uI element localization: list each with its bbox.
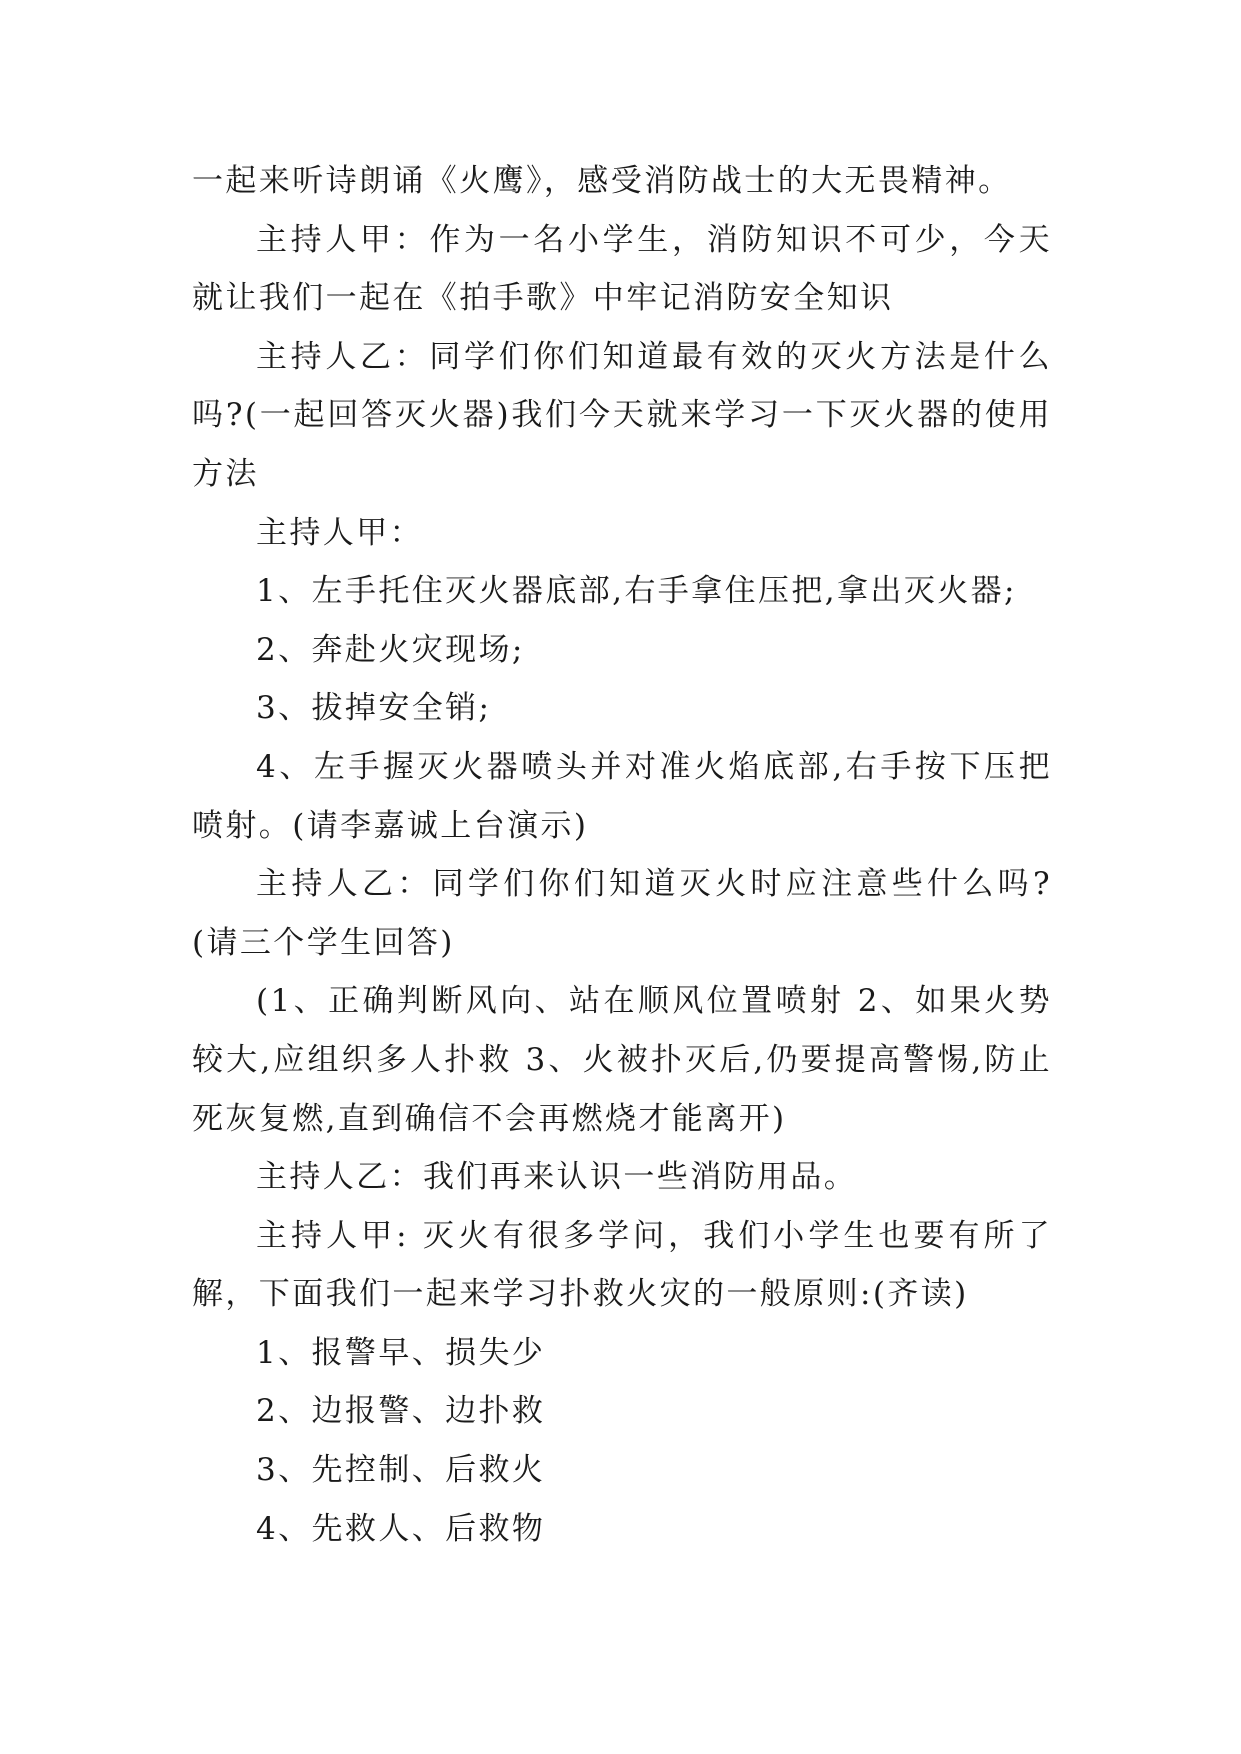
list-item: 4、左手握灭火器喷头并对准火焰底部,右手按下压把喷射。(请李嘉诚上台演示) xyxy=(192,748,1052,844)
paragraph: 主持人乙：我们再来认识一些消防用品。 xyxy=(256,1159,858,1196)
list-item: 1、左手托住灭火器底部,右手拿住压把,拿出灭火器; xyxy=(256,573,1017,610)
paragraph: 主持人乙：同学们你们知道灭火时应注意些什么吗?(请三个学生回答) xyxy=(192,866,1052,961)
paragraph: 主持人甲：作为一名小学生，消防知识不可少，今天就让我们一起在《拍手歌》中牢记消防安全知识 xyxy=(192,221,1052,317)
list-item: 3、先控制、后救火 xyxy=(256,1452,546,1489)
list-item: 2、边报警、边扑救 xyxy=(256,1393,546,1430)
paragraph: 主持人甲： xyxy=(256,514,423,551)
paragraph: 主持人乙：同学们你们知道最有效的灭火方法是什么吗?(一起回答灭火器)我们今天就来学习一下灭火器的使用方法 xyxy=(192,338,1052,492)
list-item: 3、拔掉安全销; xyxy=(256,690,492,727)
list-item: 4、先救人、后救物 xyxy=(256,1510,546,1547)
list-item: 2、奔赴火灾现场; xyxy=(256,631,525,668)
document-body xyxy=(192,152,1052,1558)
paragraph: 主持人甲: 灭火有很多学问，我们小学生也要有所了解，下面我们一起来学习扑救火灾的一般原则:(齐读) xyxy=(192,1217,1052,1313)
list-item: 1、报警早、损失少 xyxy=(256,1334,546,1371)
paragraph: (1、正确判断风向、站在顺风位置喷射 2、如果火势较大,应组织多人扑救 3、火被扑灭后,仍要提高警惕,防止死灰复燃,直到确信不会再燃烧才能离开) xyxy=(192,983,1052,1137)
paragraph: 一起来听诗朗诵《火鹰》，感受消防战士的大无畏精神。 xyxy=(192,163,1012,199)
